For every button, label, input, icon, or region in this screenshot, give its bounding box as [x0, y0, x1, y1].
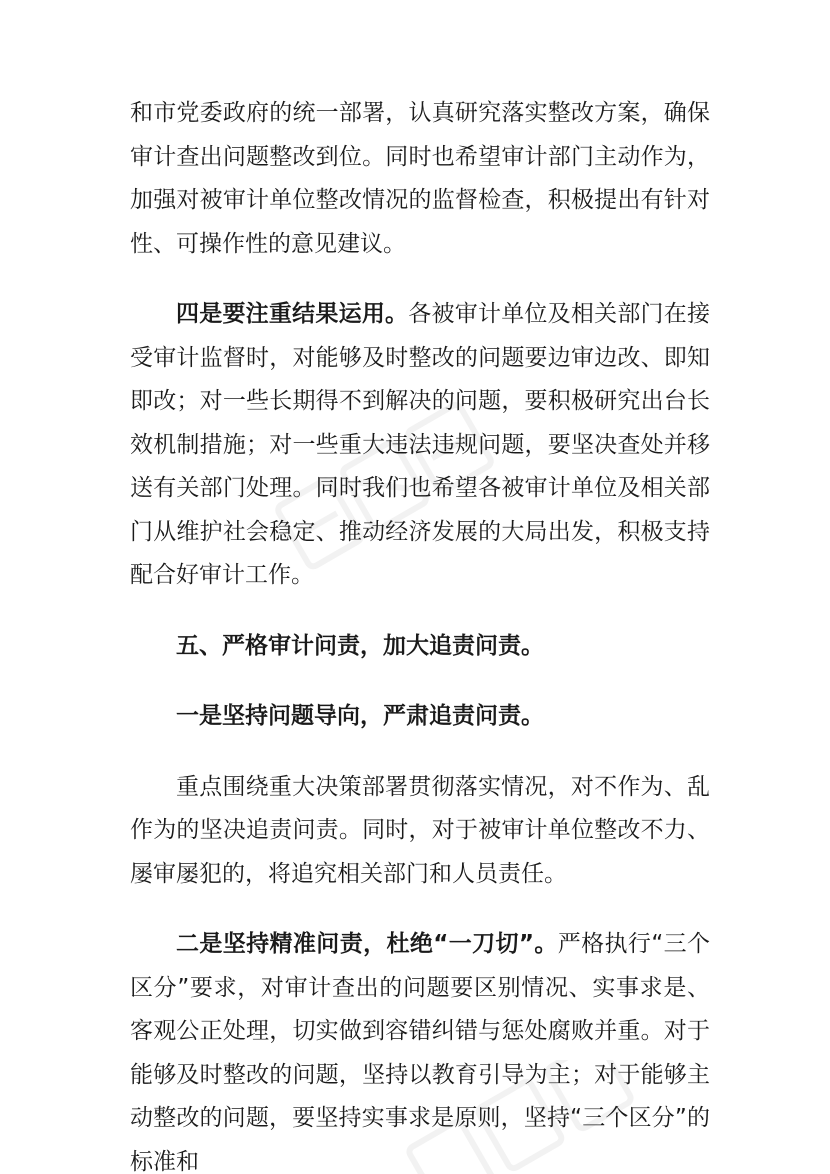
paragraph-text: 和市党委政府的统一部署，认真研究落实整改方案，确保审计查出问题整改到位。同时也希望审计部门主动作为，加强对被审计单位整改情况的监督检查，积极提出有针对性、可操作性的意见建议。 [130, 100, 710, 257]
section-heading: 五、严格审计问责，加大追责问责。 [176, 632, 544, 659]
subsection-heading: 一是坚持问题导向，严肃追责问责。 [176, 703, 544, 729]
paragraph-text: 严格执行“三个区分”要求，对审计查出的问题要区别情况、实事求是、客观公正处理，切实做到容错纠错与惩处腐败并重。对于能够及时整改的问题，坚持以教育引导为主；对于能够主动整改的问题，要坚持实事求是原则，坚持“三个区分”的标准和 [130, 931, 711, 1174]
document-body [130, 92, 710, 1174]
paragraph [130, 766, 710, 897]
paragraph-lead: 四是要注重结果运用。 [176, 301, 409, 327]
paragraph [130, 923, 710, 1174]
paragraph-text: 重点围绕重大决策部署贯彻落实情况，对不作为、乱作为的坚决追责问责。同时，对于被审计单位整改不力、屡审屡犯的，将追究相关部门和人员责任。 [130, 773, 710, 887]
paragraph [130, 293, 710, 598]
paragraph [130, 92, 710, 266]
paragraph-lead: 二是坚持精准问责，杜绝“一刀切”。 [176, 931, 558, 957]
paragraph-text: 各被审计单位及相关部门在接受审计监督时，对能够及时整改的问题要边审边改、即知即改；对一些长期得不到解决的问题，要积极研究出台长效机制措施；对一些重大违法违规问题，要坚决查处并移送有关部门处理。同时我们也希望各被审计单位及相关部门从维护社会稳定、推动经济发展的大局出发，积极支持配合好审计工作。 [130, 301, 711, 588]
